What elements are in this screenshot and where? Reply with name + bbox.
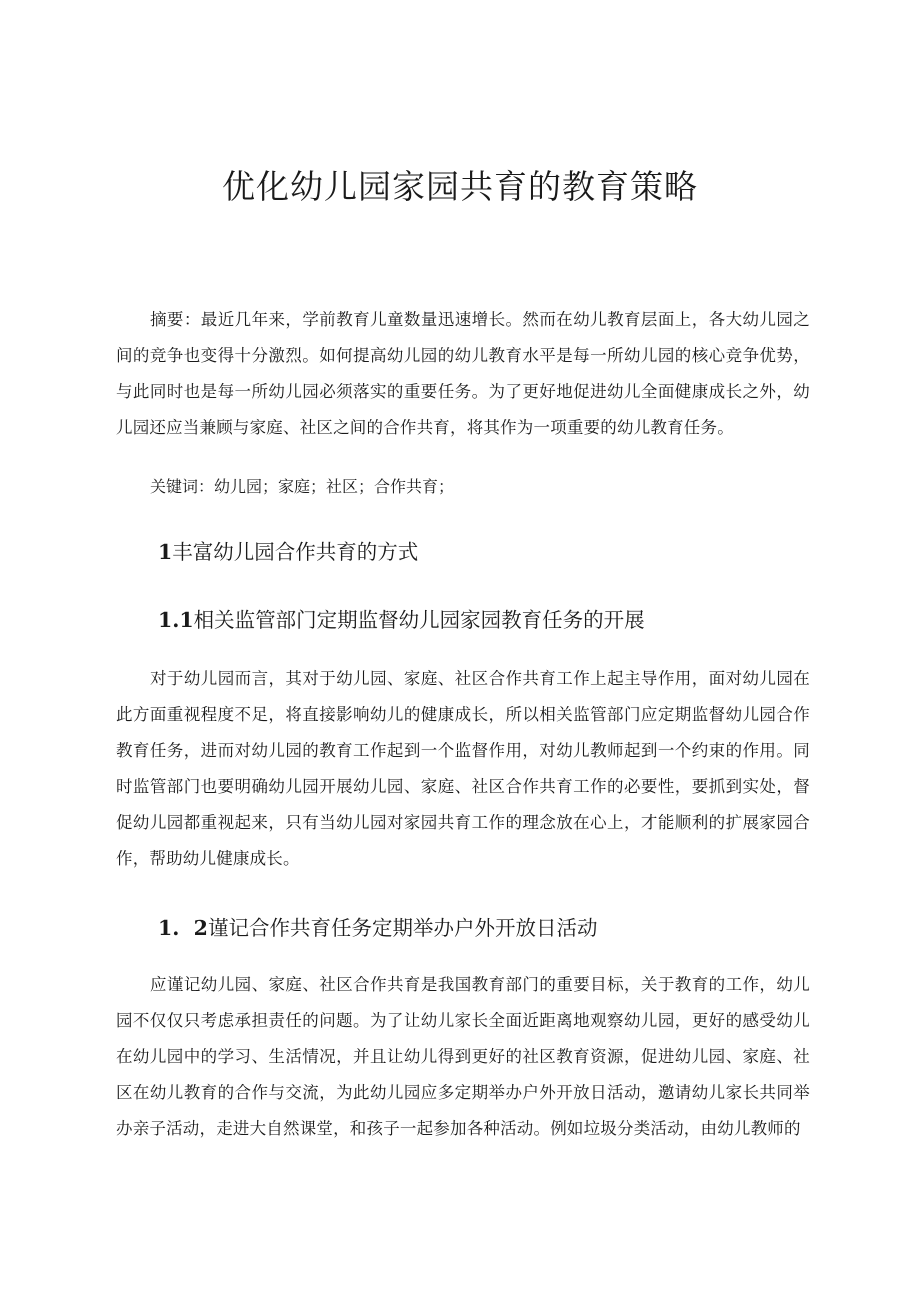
abstract-paragraph: 摘要：最近几年来，学前教育儿童数量迅速增长。然而在幼儿教育层面上，各大幼儿园之间的竞争也变得十分激烈。如何提高幼儿园的幼儿教育水平是每一所幼儿园的核心竞争优势，与此同时也是每一所幼儿园必须落实的重要任务。为了更好地促进幼儿全面健康成长之外，幼儿园还应当兼顾与家庭、社区之间的合作共育，将其作为一项重要的幼儿教育任务。 — [116, 310, 810, 437]
keywords-line: 关键词：幼儿园；家庭；社区；合作共育； — [150, 477, 455, 496]
section-number: 1. 2 — [158, 916, 208, 940]
section-title: 相关监管部门定期监督幼儿园家园教育任务的开展 — [193, 608, 645, 632]
section-number: 1 — [158, 540, 173, 564]
section-heading-1-1 — [158, 605, 645, 635]
document-title: 优化幼儿园家园共育的教育策略 — [222, 167, 698, 206]
section-title: 丰富幼儿园合作共育的方式 — [172, 540, 419, 564]
section-heading-1-2 — [158, 913, 597, 943]
body-paragraph-1-1: 对于幼儿园而言，其对于幼儿园、家庭、社区合作共育工作上起主导作用，面对幼儿园在此方面重视程度不足，将直接影响幼儿的健康成长，所以相关监管部门应定期监督幼儿园合作教育任务，进而对幼儿园的教育工作起到一个监督作用，对幼儿教师起到一个约束的作用。同时监管部门也要明确幼儿园开展幼儿园、家庭、社区合作共育工作的必要性，要抓到实处，督促幼儿园都重视起来，只有当幼儿园对家园共育工作的理念放在心上，才能顺利的扩展家园合作，帮助幼儿健康成长。 — [116, 669, 810, 868]
section-title: 谨记合作共育任务定期举办户外开放日活动 — [207, 916, 598, 940]
section-number: 1.1 — [158, 608, 194, 632]
section-heading-1 — [158, 537, 418, 567]
body-paragraph-1-2: 应谨记幼儿园、家庭、社区合作共育是我国教育部门的重要目标，关于教育的工作，幼儿园不仅仅只考虑承担责任的问题。为了让幼儿家长全面近距离地观察幼儿园，更好的感受幼儿在幼儿园中的学习、生活情况，并且让幼儿得到更好的社区教育资源，促进幼儿园、家庭、社区在幼儿教育的合作与交流，为此幼儿园应多定期举办户外开放日活动，邀请幼儿家长共同举办亲子活动，走进大自然课堂，和孩子一起参加各种活动。例如垃圾分类活动，由幼儿教师的 — [116, 975, 810, 1138]
